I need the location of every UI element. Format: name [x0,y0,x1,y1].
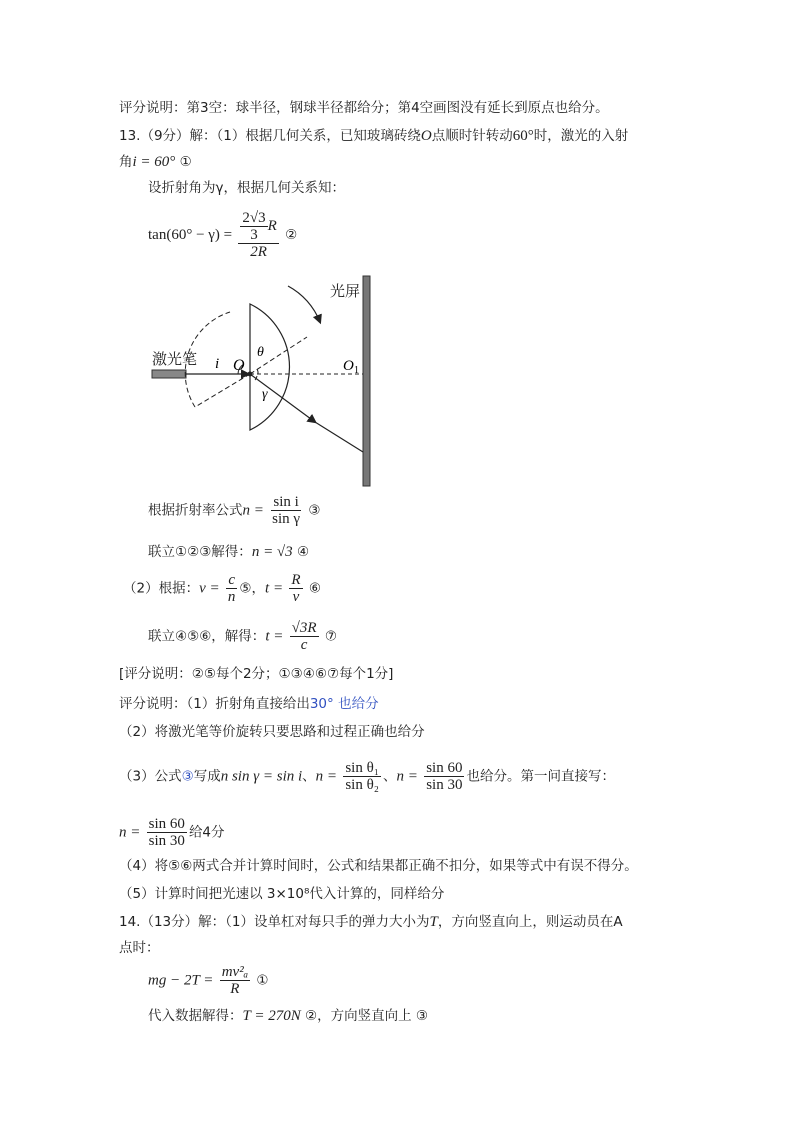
label-O1: O [343,358,354,374]
law-n: n = [242,502,264,519]
p2-v: v = [199,580,220,597]
refracted-ray-2 [315,422,363,452]
circled-8: ① [256,972,269,989]
circled-2: ② [285,227,298,243]
refracted-ray [250,374,315,422]
q13-text-b: 点顺时针转动 [431,128,513,144]
screen-bar [363,276,370,486]
p2-t: t = [265,580,284,597]
q14-T: T [429,914,438,930]
tan-equation [148,210,297,260]
part-2 [123,572,321,605]
score-note-6 [119,816,225,849]
q13-text-d: 角 [119,154,133,170]
score-note-7: （4）将⑤⑥两式合并计算时间时，公式和结果都正确不扣分，如果等式中有误不得分。 [119,858,638,874]
p2-comma: ， [251,580,266,597]
solve-1 [148,542,309,562]
law-num: sin i [273,494,299,510]
label-gamma: γ [262,387,268,402]
score-note-5 [119,760,615,793]
laser-pen [152,370,186,378]
tan-numerator [238,210,278,244]
refraction-law [148,494,320,527]
optics-diagram [140,272,390,492]
point-O: O [420,128,432,144]
score-note-4: （2）将激光笔等价旋转只要思路和过程正确也给分 [119,724,425,740]
s4-e: 也给分。第一问直接写： [466,768,615,785]
s4-fraction [343,760,381,793]
s4-a: （3）公式 [119,768,182,785]
solve2-num: √3R [291,620,317,636]
label-O1-sub: 1 [354,365,359,376]
v-den: n [227,589,236,605]
s5-den: sin 30 [148,833,185,849]
circled-6: ⑥ [308,580,321,597]
s5-give: 给4分 [188,824,225,841]
s4-b: 写成 [193,768,221,785]
dashed-edge [195,374,250,407]
q14-a: 14.（13分）解：（1）设单杠对每只手的弹力大小为 [119,914,430,930]
point-O-dot [248,372,253,377]
s4-num: sin θ₁ [345,760,380,776]
t-den: v [292,589,300,605]
s5-num: sin 60 [148,816,185,832]
s4-circled-3: ③ [181,768,194,785]
laser-label: 激光笔 [152,352,198,368]
q14-res-a: 代入数据解得： [148,1008,243,1024]
tan-denominator: 2R [250,244,267,260]
tan-fraction [238,210,278,260]
q14-fraction [220,964,250,997]
tan-lhs: tan(60° − γ) = [148,227,233,243]
q14-result [148,1006,428,1026]
inner-fraction [240,210,267,243]
q14-equation [148,964,268,997]
q14-lhs: mg − 2T = [148,972,214,989]
q14-header [119,912,623,932]
s5-fraction [147,816,187,849]
s4-den2: sin 30 [426,777,463,793]
score-note-3 [119,694,379,714]
score2-a: 评分说明：（1）折射角直接给出 [119,696,310,712]
angle-arc-theta [257,369,258,374]
q14-line2: 点时： [119,940,160,956]
q13-text-c: 时，激光的入射 [533,128,629,144]
inner-num: 2√3 [242,210,266,226]
s4-den: sin θ₂ [345,777,380,793]
v-fraction [226,572,238,605]
t-fraction [289,572,302,605]
rotation-arrow [288,286,320,322]
law-text: 根据折射率公式 [148,502,243,519]
q13-text-a: 13.（9分）解：（1）根据几何关系，已知玻璃砖绕 [119,128,421,144]
solve2-den: c [300,637,308,653]
t-num: R [291,572,301,588]
label-O: O [233,357,245,374]
circled-1: ① [179,154,192,170]
label-theta: θ [257,345,264,360]
p2-text: （2）根据： [123,580,200,597]
score-note-8: （5）计算时间把光速以 3×10⁸代入计算的，同样给分 [119,886,445,902]
s4-c: 、 [302,768,316,785]
circled-9: ③ [415,1008,429,1024]
q14-res-eq: T = 270N [242,1008,301,1024]
circled-3: ③ [308,502,321,519]
q14-num: mv²ₐ [221,964,249,980]
s4-eq1: n sin γ = sin i [220,768,303,785]
s4-d: 、 [383,768,397,785]
q13-header [119,126,628,146]
eq-incidence: i = 60° [132,154,176,170]
q14-b: ，方向竖直向上，则运动员在A [437,914,623,930]
screen-label: 光屏 [330,284,361,300]
label-i: i [215,356,220,372]
v-num: c [228,572,235,588]
solve1-eq: n = √3 [251,544,293,560]
circled-4: ④ [296,544,310,560]
score2-b: 30° 也给分 [309,696,379,712]
tan-R: R [267,217,277,234]
refraction-intro: 设折射角为γ，根据几何关系知： [148,180,345,196]
q14-res-c: ②，方向竖直向上 [305,1008,412,1024]
s4-num2: sin 60 [426,760,463,776]
inner-den: 3 [250,227,258,243]
circled-5: ⑤ [239,580,252,597]
law-fraction [270,494,302,527]
solve1-text: 联立①②③解得： [148,544,252,560]
score-note-2: [评分说明：②⑤每个2分；①③④⑥⑦每个1分] [119,666,394,682]
solve-2 [148,620,337,653]
q13-incidence [119,152,192,172]
glass-brick [250,304,289,430]
scoring-note-1: 评分说明：第3空：球半径，钢球半径都给分；第4空画图没有延长到原点也给分。 [119,100,609,116]
circled-7: ⑦ [324,628,337,645]
angle-60: 60° [512,128,534,144]
solve2-t: t = [265,628,284,645]
s4-n: n = [315,768,338,785]
s4-n2: n = [396,768,418,785]
q14-den: R [230,981,240,997]
solve2-text: 联立④⑤⑥，解得： [148,628,266,645]
s4-fraction-2 [424,760,464,793]
s5-n: n = [119,824,141,841]
solve2-fraction [290,620,319,653]
law-den: sin γ [272,511,301,527]
